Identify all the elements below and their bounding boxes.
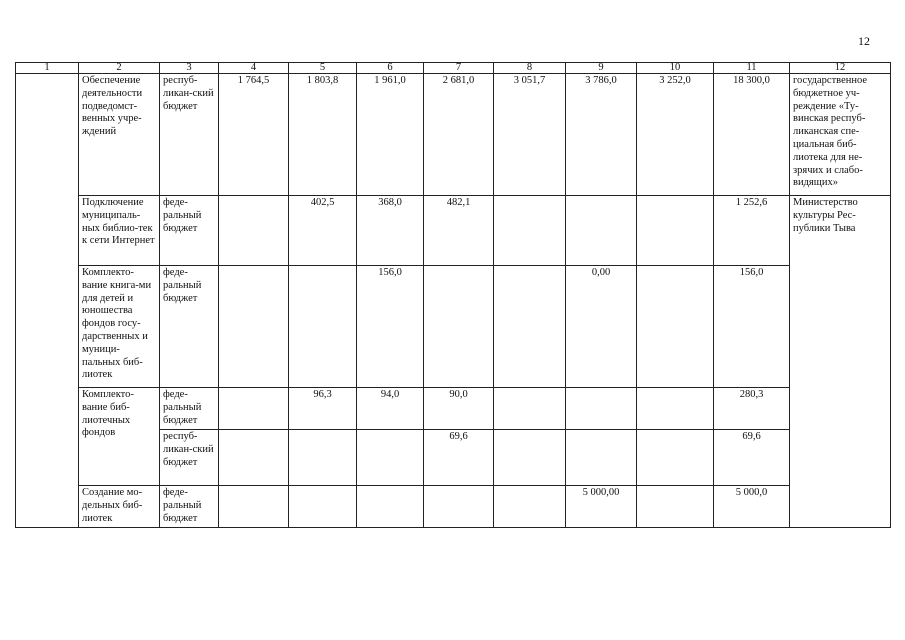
funding-source: респуб-ликан-ский бюджет [160,74,219,196]
value-cell: 69,6 [424,430,494,486]
value-cell [566,196,637,266]
value-cell: 1 764,5 [219,74,289,196]
value-cell: 1 252,6 [714,196,790,266]
measure-name: Комплекто-вание биб-лиотечных фондов [79,388,160,486]
executor-cell: государственное бюджетное уч-реждение «Ту-винская респуб-ликанская спе-циальная биб-лиотека для не-зрячих и слабо-видящих» [790,74,891,196]
measure-name: Подключение муниципаль-ных библио-тек к сети Интернет [79,196,160,266]
table-row [16,266,891,388]
value-cell [219,266,289,388]
value-cell: 90,0 [424,388,494,430]
value-cell: 156,0 [714,266,790,388]
header-cell: 10 [637,63,714,74]
value-cell [494,486,566,528]
value-cell [494,196,566,266]
value-cell: 3 786,0 [566,74,637,196]
program-table [15,62,891,528]
value-cell [637,388,714,430]
header-cell: 9 [566,63,637,74]
value-cell [289,266,357,388]
value-cell [424,266,494,388]
value-cell: 5 000,0 [714,486,790,528]
header-cell: 7 [424,63,494,74]
funding-source: феде-ральный бюджет [160,388,219,430]
value-cell: 69,6 [714,430,790,486]
value-cell [494,388,566,430]
table-row [16,388,891,430]
header-cell: 1 [16,63,79,74]
value-cell: 280,3 [714,388,790,430]
value-cell [289,486,357,528]
value-cell: 18 300,0 [714,74,790,196]
value-cell [637,486,714,528]
funding-source: феде-ральный бюджет [160,486,219,528]
value-cell [357,430,424,486]
funding-source: феде-ральный бюджет [160,266,219,388]
header-cell: 11 [714,63,790,74]
value-cell [637,196,714,266]
value-cell: 156,0 [357,266,424,388]
header-cell: 4 [219,63,289,74]
value-cell [424,486,494,528]
value-cell [219,486,289,528]
value-cell: 96,3 [289,388,357,430]
table-row [16,486,891,528]
value-cell [219,430,289,486]
table-row [16,196,891,266]
value-cell: 1 961,0 [357,74,424,196]
value-cell: 2 681,0 [424,74,494,196]
value-cell: 482,1 [424,196,494,266]
value-cell [357,486,424,528]
value-cell [494,266,566,388]
value-cell: 1 803,8 [289,74,357,196]
funding-source: респуб-ликан-ский бюджет [160,430,219,486]
header-cell: 8 [494,63,566,74]
value-cell [219,196,289,266]
header-row [16,63,891,74]
value-cell [566,388,637,430]
header-cell: 6 [357,63,424,74]
value-cell: 402,5 [289,196,357,266]
measure-name: Обеспечение деятельности подведомст-венных учре-ждений [79,74,160,196]
header-cell: 5 [289,63,357,74]
value-cell [637,430,714,486]
empty-cell [16,74,79,528]
value-cell: 94,0 [357,388,424,430]
value-cell [219,388,289,430]
table-row [16,74,891,196]
measure-name: Комплекто-вание книга-ми для детей и юношества фондов госу-дарственных и муници-пальных биб-лиотек [79,266,160,388]
executor-cell: Министерство культуры Рес-публики Тыва [790,196,891,528]
header-cell: 3 [160,63,219,74]
value-cell [637,266,714,388]
funding-source: феде-ральный бюджет [160,196,219,266]
value-cell: 3 252,0 [637,74,714,196]
value-cell: 5 000,00 [566,486,637,528]
measure-name: Создание мо-дельных биб-лиотек [79,486,160,528]
value-cell: 368,0 [357,196,424,266]
page-number: 12 [858,34,870,48]
header-cell: 12 [790,63,891,74]
value-cell [289,430,357,486]
value-cell [494,430,566,486]
header-cell: 2 [79,63,160,74]
value-cell: 3 051,7 [494,74,566,196]
value-cell: 0,00 [566,266,637,388]
value-cell [566,430,637,486]
